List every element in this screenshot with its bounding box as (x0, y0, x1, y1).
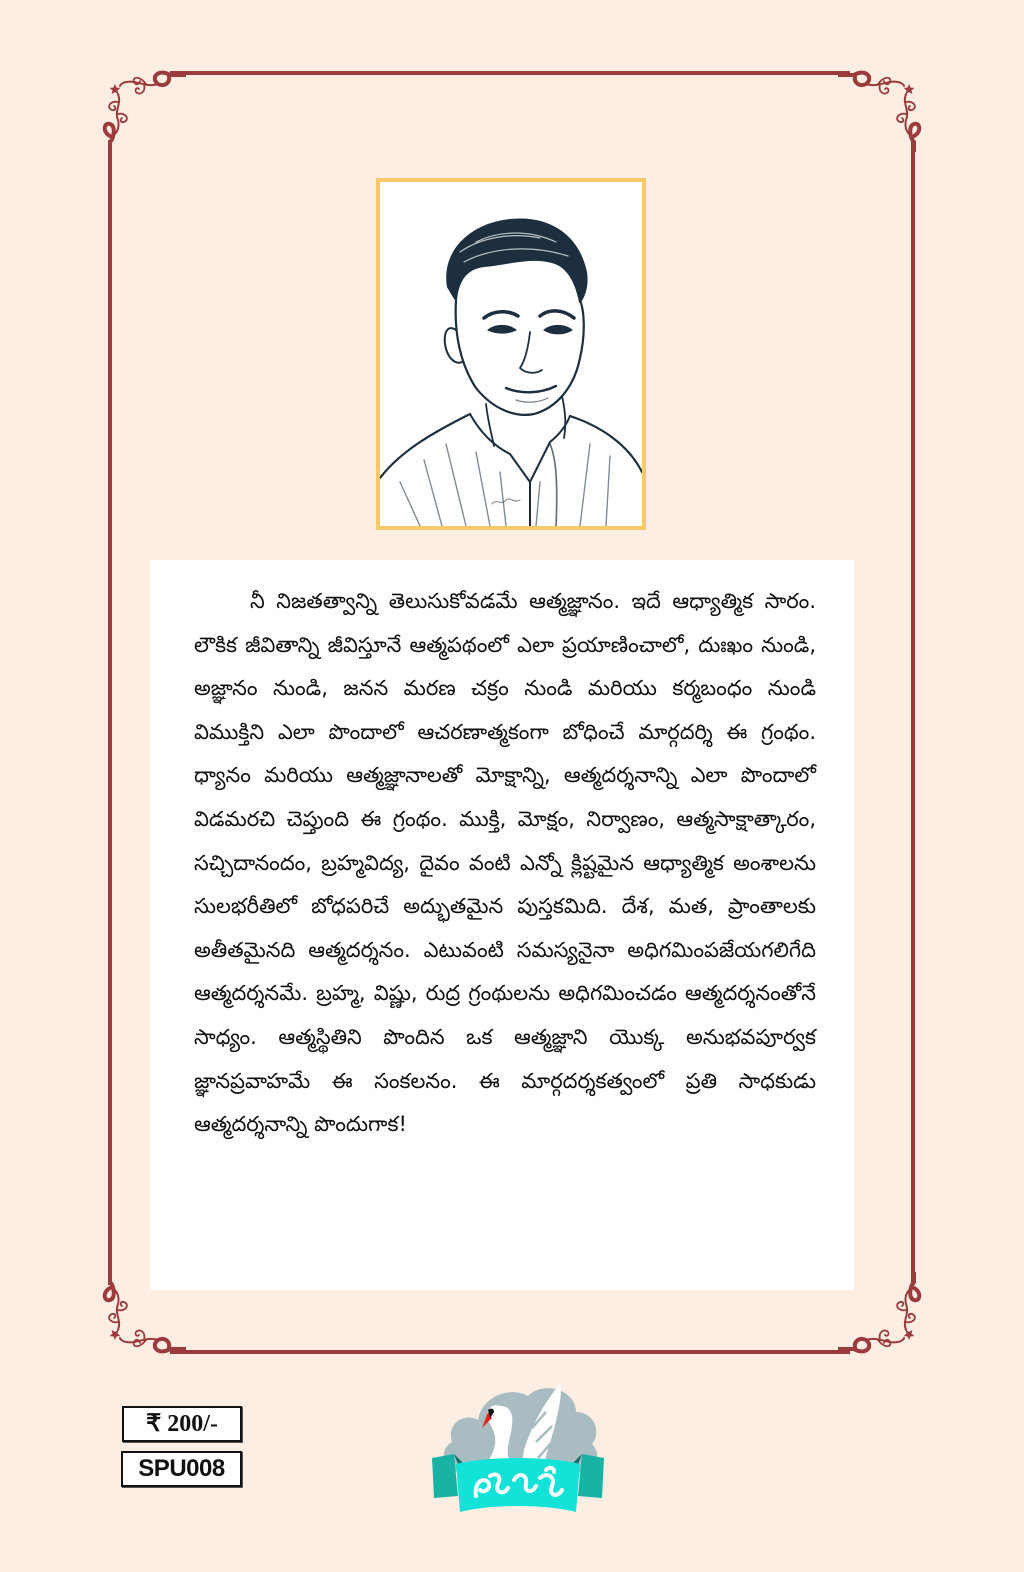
author-sketch-icon (380, 182, 642, 526)
corner-flourish-icon (838, 62, 928, 152)
frame-bottom-border (170, 1350, 850, 1354)
publisher-logo (428, 1372, 608, 1520)
swan-logo-icon (428, 1372, 608, 1520)
frame-right-border (911, 140, 915, 1285)
price-label: ₹ 200/- (122, 1406, 242, 1442)
blurb-panel (150, 560, 854, 1290)
blurb-text: నీ నిజతత్వాన్ని తెలుసుకోవడమే ఆత్మజ్ఞానం. ఇదే ఆధ్యాత్మిక సారం. లౌకిక జీవితాన్ని జీవిస్తూనే ఆత్మపథంలో ఎలా ప్రయాణించాలో, దుఃఖం నుండి, అజ్ఞానం నుండి, జనన మరణ చక్రం నుండి మరియు కర్మబంధం నుండి విముక్తిని ఎలా పొందాలో ఆచరణాత్మకంగా బోధించే మార్గదర్శి ఈ గ్రంథం. ధ్యానం మరియు ఆత్మజ్ఞానాలతో మోక్షాన్ని, ఆత్మదర్శనాన్ని ఎలా పొందాలో విడమరచి చెప్తుంది ఈ గ్రంథం. ముక్తి, మోక్షం, నిర్వాణం, ఆత్మసాక్షాత్కారం, సచ్చిదానందం, బ్రహ్మవిద్య, దైవం వంటి ఎన్నో క్లిష్టమైన ఆధ్యాత్మిక అంశాలను సులభరీతిలో బోధపరిచే అద్భుతమైన పుస్తకమిది. దేశ, మత, ప్రాంతాలకు అతీతమైనది ఆత్మదర్శనం. ఎటువంటి సమస్యనైనా అధిగమింపజేయగలిగేది ఆత్మదర్శనమే. బ్రహ్మ, విష్ణు, రుద్ర గ్రంథులను అధిగమించడం ఆత్మదర్శనంతోనే సాధ్యం. ఆత్మస్థితిని పొందిన ఒక ఆత్మజ్ఞాని యొక్క అనుభవపూర్వక జ్ఞానప్రవాహమే ఈ సంకలనం. ఈ మార్గదర్శకత్వంలో ప్రతి సాధకుడు ఆత్మదర్శనాన్ని పొందుగాక! (194, 589, 816, 1137)
frame-left-border (108, 140, 112, 1285)
corner-flourish-icon (96, 62, 186, 152)
book-code-label: SPU008 (121, 1451, 242, 1487)
frame-top-border (170, 71, 850, 75)
author-portrait (376, 178, 646, 530)
